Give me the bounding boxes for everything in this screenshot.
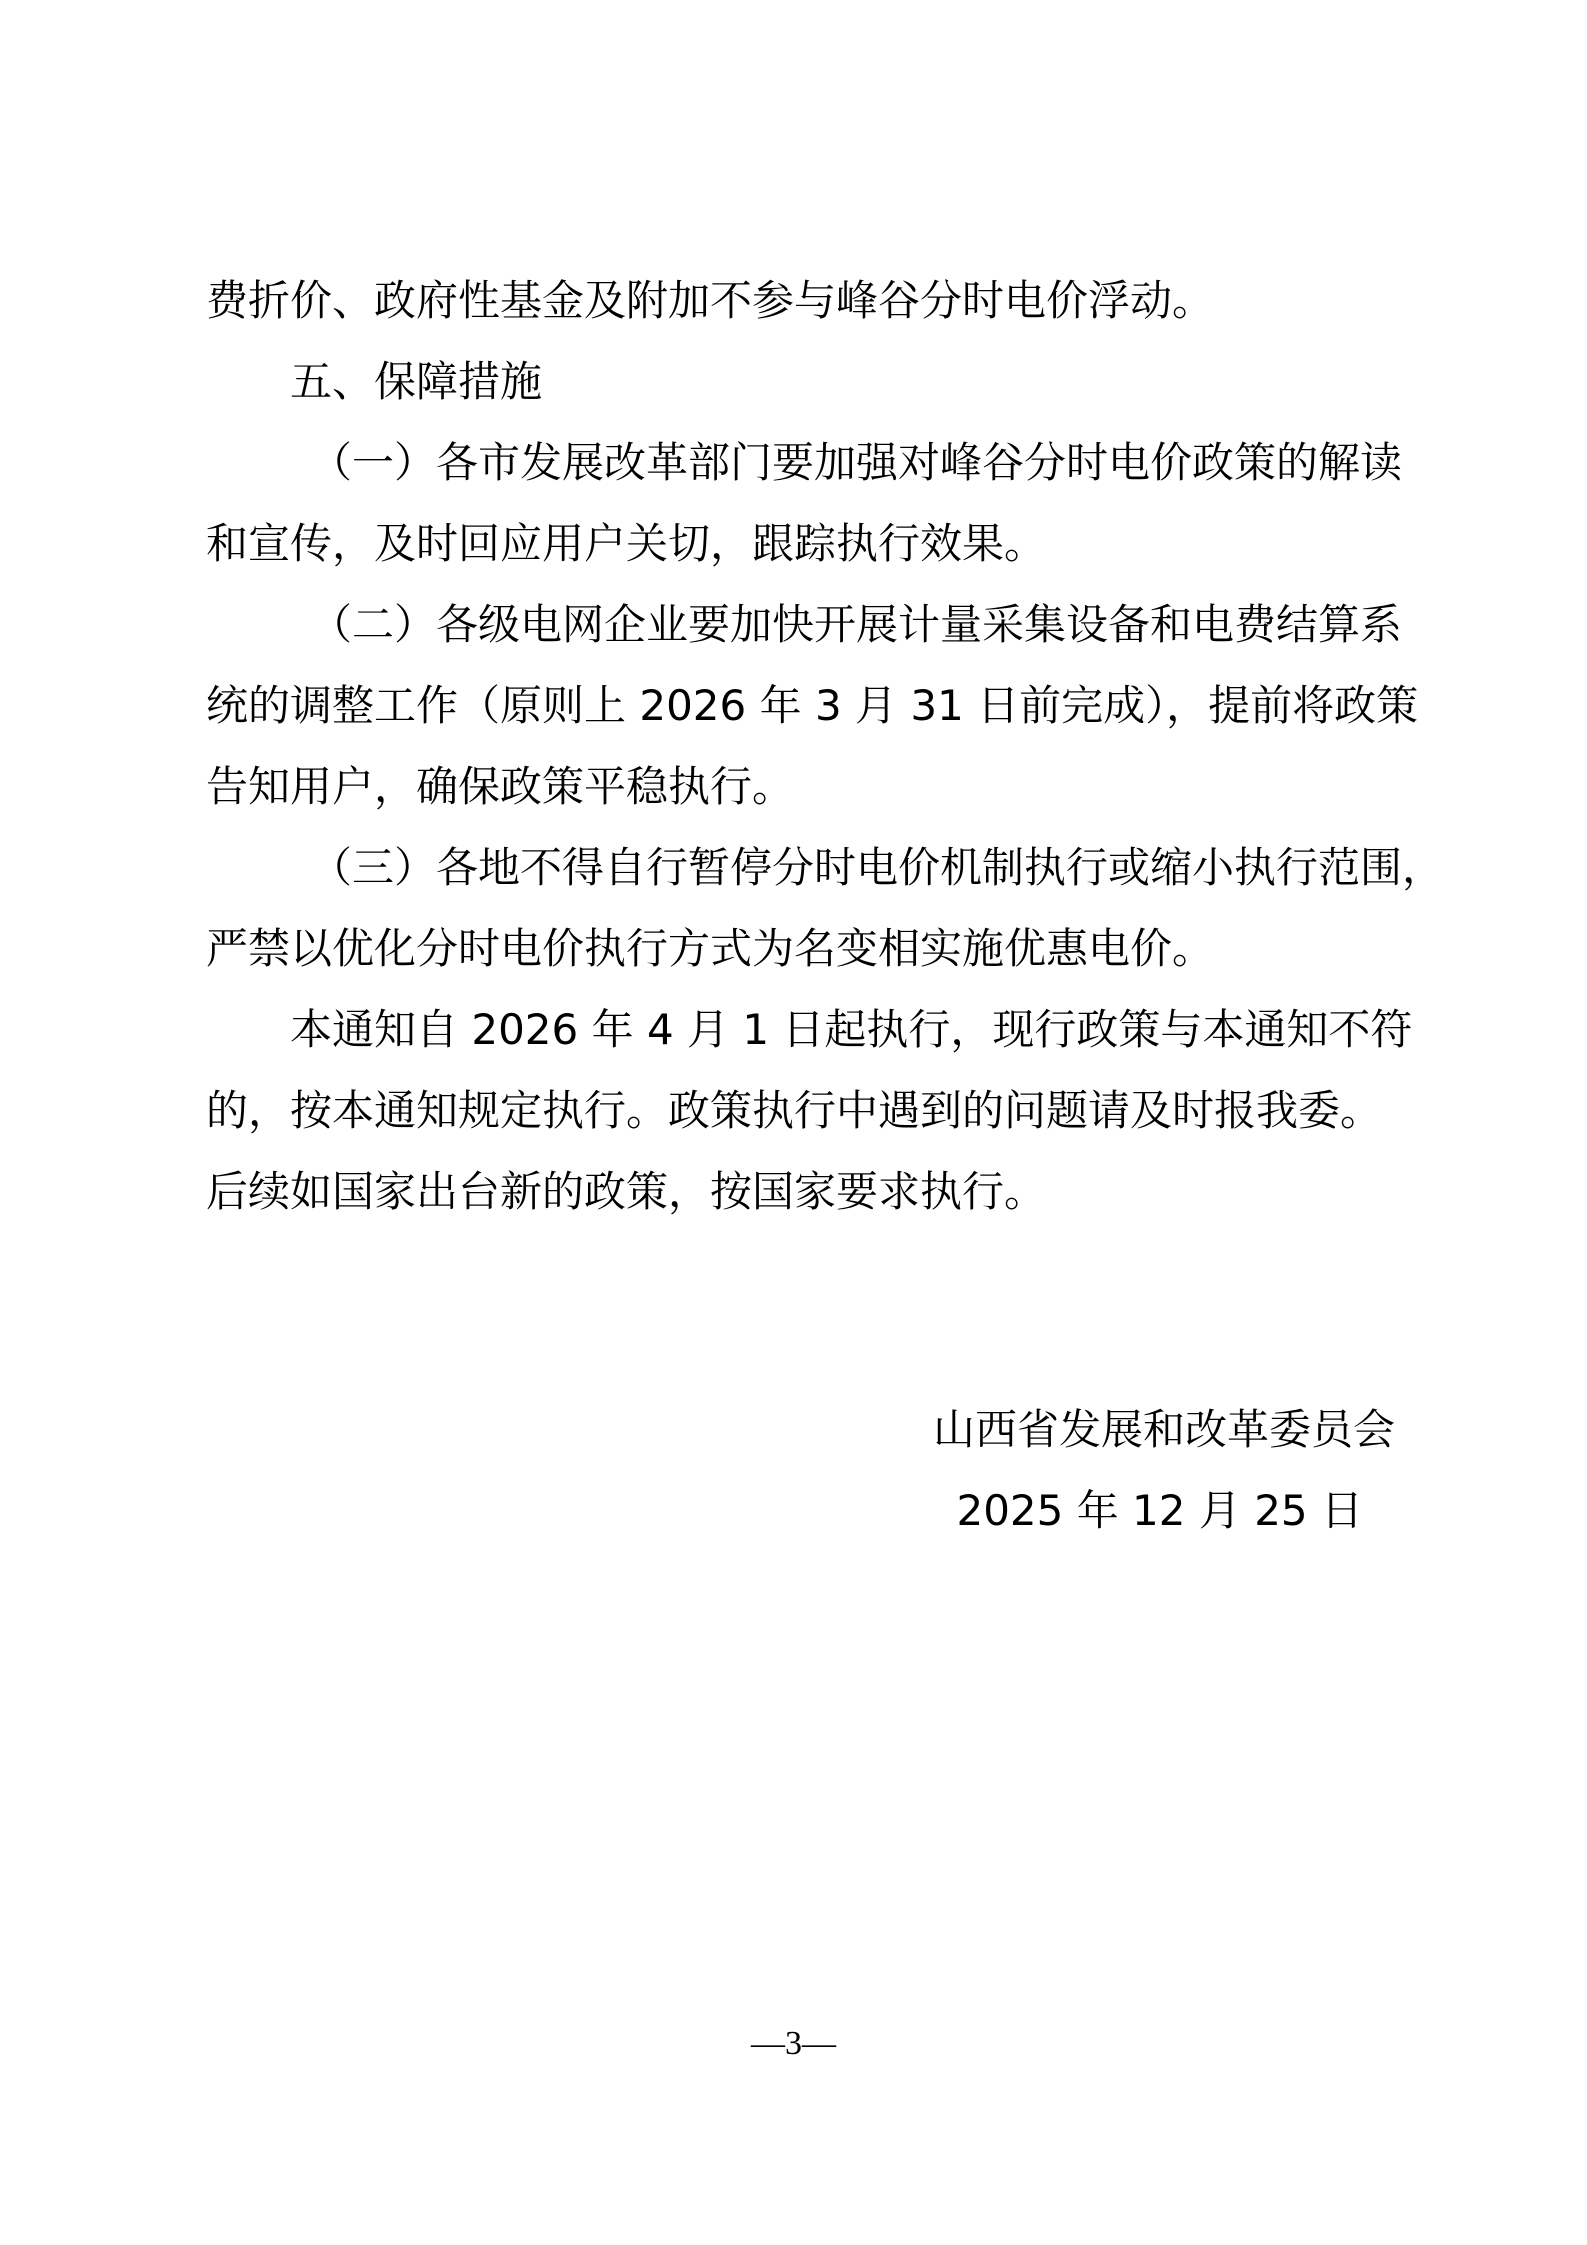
body-line-1: 费折价、政府性基金及附加不参与峰谷分时电价浮动。 [206,276,1215,325]
body-line-3: （一）各市发展改革部门要加强对峰谷分时电价政策的解读 [310,438,1403,487]
body-line-10: 本通知自 2026 年 4 月 1 日起执行，现行政策与本通知不符 [290,1005,1413,1054]
issuer-name: 山西省发展和改革委员会 [932,1405,1395,1454]
body-line-11: 的，按本通知规定执行。政策执行中遇到的问题请及时报我委。 [206,1086,1383,1135]
body-line-12: 后续如国家出台新的政策，按国家要求执行。 [206,1167,1047,1216]
page-number: —3— [751,2025,836,2062]
issue-date: 2025 年 12 月 25 日 [956,1486,1363,1535]
section-heading: 五、保障措施 [290,357,543,406]
body-line-9: 严禁以优化分时电价执行方式为名变相实施优惠电价。 [206,924,1215,973]
body-line-7: 告知用户，确保政策平稳执行。 [206,762,795,811]
body-line-8: （三）各地不得自行暂停分时电价机制执行或缩小执行范围， [310,843,1445,892]
body-line-5: （二）各级电网企业要加快开展计量采集设备和电费结算系 [310,600,1403,649]
body-line-4: 和宣传，及时回应用户关切，跟踪执行效果。 [206,519,1047,568]
body-line-6: 统的调整工作（原则上 2026 年 3 月 31 日前完成），提前将政策 [206,681,1419,730]
